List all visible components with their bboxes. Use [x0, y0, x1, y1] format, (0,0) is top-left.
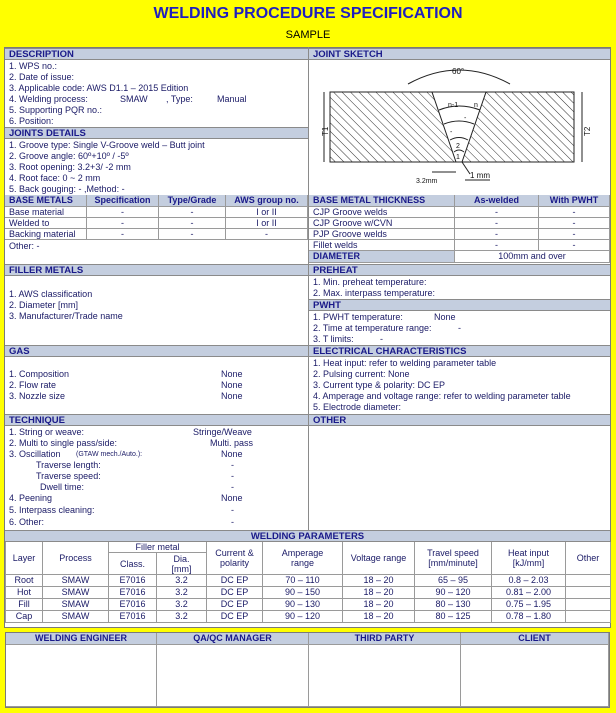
param-row-2-other	[566, 599, 611, 611]
nozzle-size-value: None	[221, 391, 243, 401]
pwht-heading: PWHT	[309, 299, 610, 311]
t-limits-value: -	[380, 334, 383, 344]
base-row-2-aws: -	[226, 229, 308, 240]
param-row-3-amperage: 90 – 120	[263, 611, 343, 623]
electrical-heading: ELECTRICAL CHARACTERISTICS	[309, 345, 610, 357]
position: 6. Position:	[9, 116, 54, 126]
page-title: WELDING PROCEDURE SPECIFICATION	[153, 5, 463, 22]
min-preheat: 1. Min. preheat temperature:	[313, 277, 427, 287]
param-header-heat-input: Heat input [kJ/mm]	[492, 542, 566, 575]
joints-heading: JOINTS DETAILS	[5, 127, 308, 139]
param-row-1-dia: 3.2	[157, 587, 207, 599]
thk-row-3-label: Fillet welds	[309, 240, 455, 251]
center-divider	[308, 47, 309, 531]
base-metals-heading: BASE METALS	[5, 195, 87, 207]
thk-row-3-aswelded: -	[455, 240, 539, 251]
thk-row-3-pwht: -	[539, 240, 610, 251]
supporting-pqr: 5. Supporting PQR no.:	[9, 105, 103, 115]
sketch-t1-label: T1	[321, 126, 330, 136]
thk-row-0-aswelded: -	[455, 207, 539, 218]
param-row-3-class: E7016	[109, 611, 157, 623]
base-row-2-spec: -	[87, 229, 159, 240]
param-row-2-layer: Fill	[6, 599, 43, 611]
welding-type-label: , Type:	[166, 94, 193, 104]
param-row-0-heat-input: 0.8 – 2.03	[492, 575, 566, 587]
sketch-gap-label: 3.2mm	[416, 178, 438, 185]
gas-composition-label: 1. Composition	[9, 369, 70, 379]
aws-classification: 1. AWS classification	[9, 289, 93, 299]
root-opening: 3. Root opening: 3.2+3/ -2 mm	[9, 162, 131, 172]
base-row-1-aws: I or II	[226, 218, 308, 229]
nozzle-size-label: 3. Nozzle size	[9, 391, 66, 401]
gas-flow-label: 2. Flow rate	[9, 380, 57, 390]
groove-type: 1. Groove type: Single V-Groove weld – Butt joint	[9, 140, 205, 150]
base-spec-heading: Specification	[87, 195, 159, 207]
param-row-3-process: SMAW	[43, 611, 109, 623]
string-weave-value: Stringe/Weave	[193, 427, 252, 437]
technique-other-label: 6. Other:	[9, 517, 45, 527]
manufacturer: 3. Manufacturer/Trade name	[9, 311, 123, 321]
param-row-0-voltage: 18 – 20	[343, 575, 415, 587]
param-row-2-current: DC EP	[207, 599, 263, 611]
back-gouging: 5. Back gouging: - ,Method: -	[9, 184, 125, 194]
signature-heading-1: QA/QC MANAGER	[157, 633, 309, 645]
welding-process-value: SMAW	[120, 94, 148, 104]
technique-heading: TECHNIQUE	[5, 414, 308, 426]
oscillation-label: 3. Oscillation	[9, 449, 61, 459]
param-row-2-amperage: 90 – 130	[263, 599, 343, 611]
param-row-2-process: SMAW	[43, 599, 109, 611]
param-row-1-process: SMAW	[43, 587, 109, 599]
signature-box-2[interactable]	[309, 645, 461, 707]
thk-row-1-aswelded: -	[455, 218, 539, 229]
technique-other-value: -	[231, 517, 234, 527]
param-row-3-layer: Cap	[6, 611, 43, 623]
sketch-pass-4: -	[464, 115, 467, 122]
param-row-0-dia: 3.2	[157, 575, 207, 587]
param-header-dia: Dia. [mm]	[157, 553, 207, 575]
as-welded-heading: As-welded	[455, 195, 539, 207]
filler-metal-group-header: Filler metal	[109, 542, 207, 553]
gas-flow-value: None	[221, 380, 243, 390]
sketch-angle-label: 60°	[452, 67, 465, 76]
description-heading: DESCRIPTION	[5, 48, 308, 60]
param-row-3-other	[566, 611, 611, 623]
param-row-2-class: E7016	[109, 599, 157, 611]
thickness-heading: BASE METAL THICKNESS	[309, 195, 455, 207]
param-row-3-voltage: 18 – 20	[343, 611, 415, 623]
joint-sketch-drawing	[320, 62, 600, 192]
other-heading: OTHER	[309, 414, 610, 426]
thk-row-2-aswelded: -	[455, 229, 539, 240]
interpass-cleaning-value: -	[231, 505, 234, 515]
wps-no: 1. WPS no.:	[9, 61, 58, 71]
param-header-process: Process	[43, 542, 109, 575]
root-face: 4. Root face: 0 ~ 2 mm	[9, 173, 101, 183]
time-at-temp-label: 2. Time at temperature range:	[313, 323, 432, 333]
pwht-temp-label: 1. PWHT temperature:	[313, 312, 403, 322]
param-row-2-voltage: 18 – 20	[343, 599, 415, 611]
base-row-0-label: Base material	[5, 207, 87, 218]
base-row-0-spec: -	[87, 207, 159, 218]
sketch-root-label: 1 mm	[470, 171, 490, 180]
signature-box-1[interactable]	[157, 645, 309, 707]
thk-row-2-pwht: -	[539, 229, 610, 240]
max-interpass: 2. Max. interpass temperature:	[313, 288, 436, 298]
sketch-t2-label: T2	[583, 126, 592, 136]
t-limits-label: 3. T limits:	[313, 334, 354, 344]
multi-pass-value: Multi. pass	[210, 438, 254, 448]
thk-row-1-label: CJP Groove w/CVN	[309, 218, 455, 229]
date-of-issue: 2. Date of issue:	[9, 72, 75, 82]
param-row-1-class: E7016	[109, 587, 157, 599]
applicable-code: 3. Applicable code: AWS D1.1 – 2015 Edition	[9, 83, 189, 93]
param-row-0-current: DC EP	[207, 575, 263, 587]
peening-label: 4. Peening	[9, 493, 53, 503]
pulsing-current: 2. Pulsing current: None	[313, 369, 410, 379]
thk-row-1-pwht: -	[539, 218, 610, 229]
sketch-pass-2: 2	[456, 143, 460, 150]
param-row-0-travel-speed: 65 – 95	[415, 575, 492, 587]
param-row-0-amperage: 70 – 110	[263, 575, 343, 587]
base-grade-heading: Type/Grade	[159, 195, 226, 207]
traverse-length-value: -	[231, 460, 234, 470]
filler-diameter: 2. Diameter [mm]	[9, 300, 79, 310]
base-row-2-grade: -	[159, 229, 226, 240]
base-row-2-label: Backing material	[5, 229, 87, 240]
traverse-speed-value: -	[231, 471, 234, 481]
param-row-0-layer: Root	[6, 575, 43, 587]
sketch-pass-3: -	[450, 129, 453, 136]
welding-type-value: Manual	[217, 94, 247, 104]
param-header-current: Current & polarity	[207, 542, 263, 575]
filler-heading: FILLER METALS	[5, 264, 308, 276]
time-at-temp-value: -	[458, 323, 461, 333]
interpass-cleaning-label: 5. Interpass cleaning:	[9, 505, 95, 515]
param-row-1-current: DC EP	[207, 587, 263, 599]
diameter-heading: DIAMETER	[309, 251, 455, 263]
joint-sketch-heading: JOINT SKETCH	[309, 48, 610, 60]
peening-value: None	[221, 493, 243, 503]
param-row-1-travel-speed: 90 – 120	[415, 587, 492, 599]
param-header-other: Other	[566, 542, 611, 575]
param-row-2-heat-input: 0.75 – 1.95	[492, 599, 566, 611]
dwell-time-value: -	[231, 482, 234, 492]
param-header-class: Class.	[109, 553, 157, 575]
thk-row-2-label: PJP Groove welds	[309, 229, 455, 240]
pwht-temp-value: None	[434, 312, 456, 322]
sample-label: SAMPLE	[285, 29, 331, 41]
with-pwht-heading: With PWHT	[539, 195, 610, 207]
sketch-pass-n-1: n-1	[448, 102, 459, 109]
signature-heading-0: WELDING ENGINEER	[6, 633, 157, 645]
param-row-1-layer: Hot	[6, 587, 43, 599]
param-row-1-voltage: 18 – 20	[343, 587, 415, 599]
param-row-1-heat-input: 0.81 – 2.00	[492, 587, 566, 599]
oscillation-value: None	[221, 449, 243, 459]
sketch-pass-1: 1	[456, 154, 460, 161]
preheat-heading: PREHEAT	[309, 264, 610, 276]
signature-heading-2: THIRD PARTY	[309, 633, 461, 645]
traverse-speed-label: Traverse speed:	[36, 471, 101, 481]
amperage-voltage: 4. Amperage and voltage range: refer to welding parameter table	[313, 391, 571, 401]
traverse-length-label: Traverse length:	[36, 460, 101, 470]
signature-box-0[interactable]	[6, 645, 157, 707]
gas-composition-value: None	[221, 369, 243, 379]
oscillation-note: (GTAW mech./Auto.):	[76, 451, 143, 458]
dwell-time-label: Dwell time:	[40, 482, 85, 492]
param-row-1-amperage: 90 – 150	[263, 587, 343, 599]
current-type: 3. Current type & polarity: DC EP	[313, 380, 446, 390]
parameters-heading: WELDING PARAMETERS	[5, 530, 610, 542]
multi-pass-label: 2. Multi to single pass/side:	[9, 438, 118, 448]
gas-heading: GAS	[5, 345, 308, 357]
param-row-3-heat-input: 0.78 – 1.80	[492, 611, 566, 623]
param-row-3-dia: 3.2	[157, 611, 207, 623]
welding-process-label: 4. Welding process:	[9, 94, 88, 104]
param-row-3-travel-speed: 80 – 125	[415, 611, 492, 623]
param-header-layer: Layer	[6, 542, 43, 575]
param-row-0-class: E7016	[109, 575, 157, 587]
groove-angle: 2. Groove angle: 60º+10º / -5º	[9, 151, 129, 161]
param-row-3-current: DC EP	[207, 611, 263, 623]
base-other: Other: -	[9, 241, 40, 251]
base-row-0-aws: I or II	[226, 207, 308, 218]
signature-box-3[interactable]	[461, 645, 609, 707]
sketch-pass-n: n	[474, 102, 478, 109]
param-header-voltage: Voltage range	[343, 542, 415, 575]
base-row-0-grade: -	[159, 207, 226, 218]
param-row-2-dia: 3.2	[157, 599, 207, 611]
param-row-0-other	[566, 575, 611, 587]
signature-heading-3: CLIENT	[461, 633, 609, 645]
param-row-1-other	[566, 587, 611, 599]
diameter-value: 100mm and over	[455, 251, 610, 263]
param-row-2-travel-speed: 80 – 130	[415, 599, 492, 611]
param-header-travel-speed: Travel speed [mm/minute]	[415, 542, 492, 575]
base-aws-heading: AWS group no.	[226, 195, 308, 207]
base-row-1-grade: -	[159, 218, 226, 229]
param-header-amperage: Amperage range	[263, 542, 343, 575]
signature-block	[5, 632, 610, 708]
string-weave-label: 1. String or weave:	[9, 427, 85, 437]
thk-row-0-label: CJP Groove welds	[309, 207, 455, 218]
base-row-1-spec: -	[87, 218, 159, 229]
parameters-table	[5, 542, 610, 623]
thk-row-0-pwht: -	[539, 207, 610, 218]
base-row-1-label: Welded to	[5, 218, 87, 229]
param-row-0-process: SMAW	[43, 575, 109, 587]
electrode-diameter: 5. Electrode diameter:	[313, 402, 402, 412]
heat-input: 1. Heat input: refer to welding parameter table	[313, 358, 497, 368]
